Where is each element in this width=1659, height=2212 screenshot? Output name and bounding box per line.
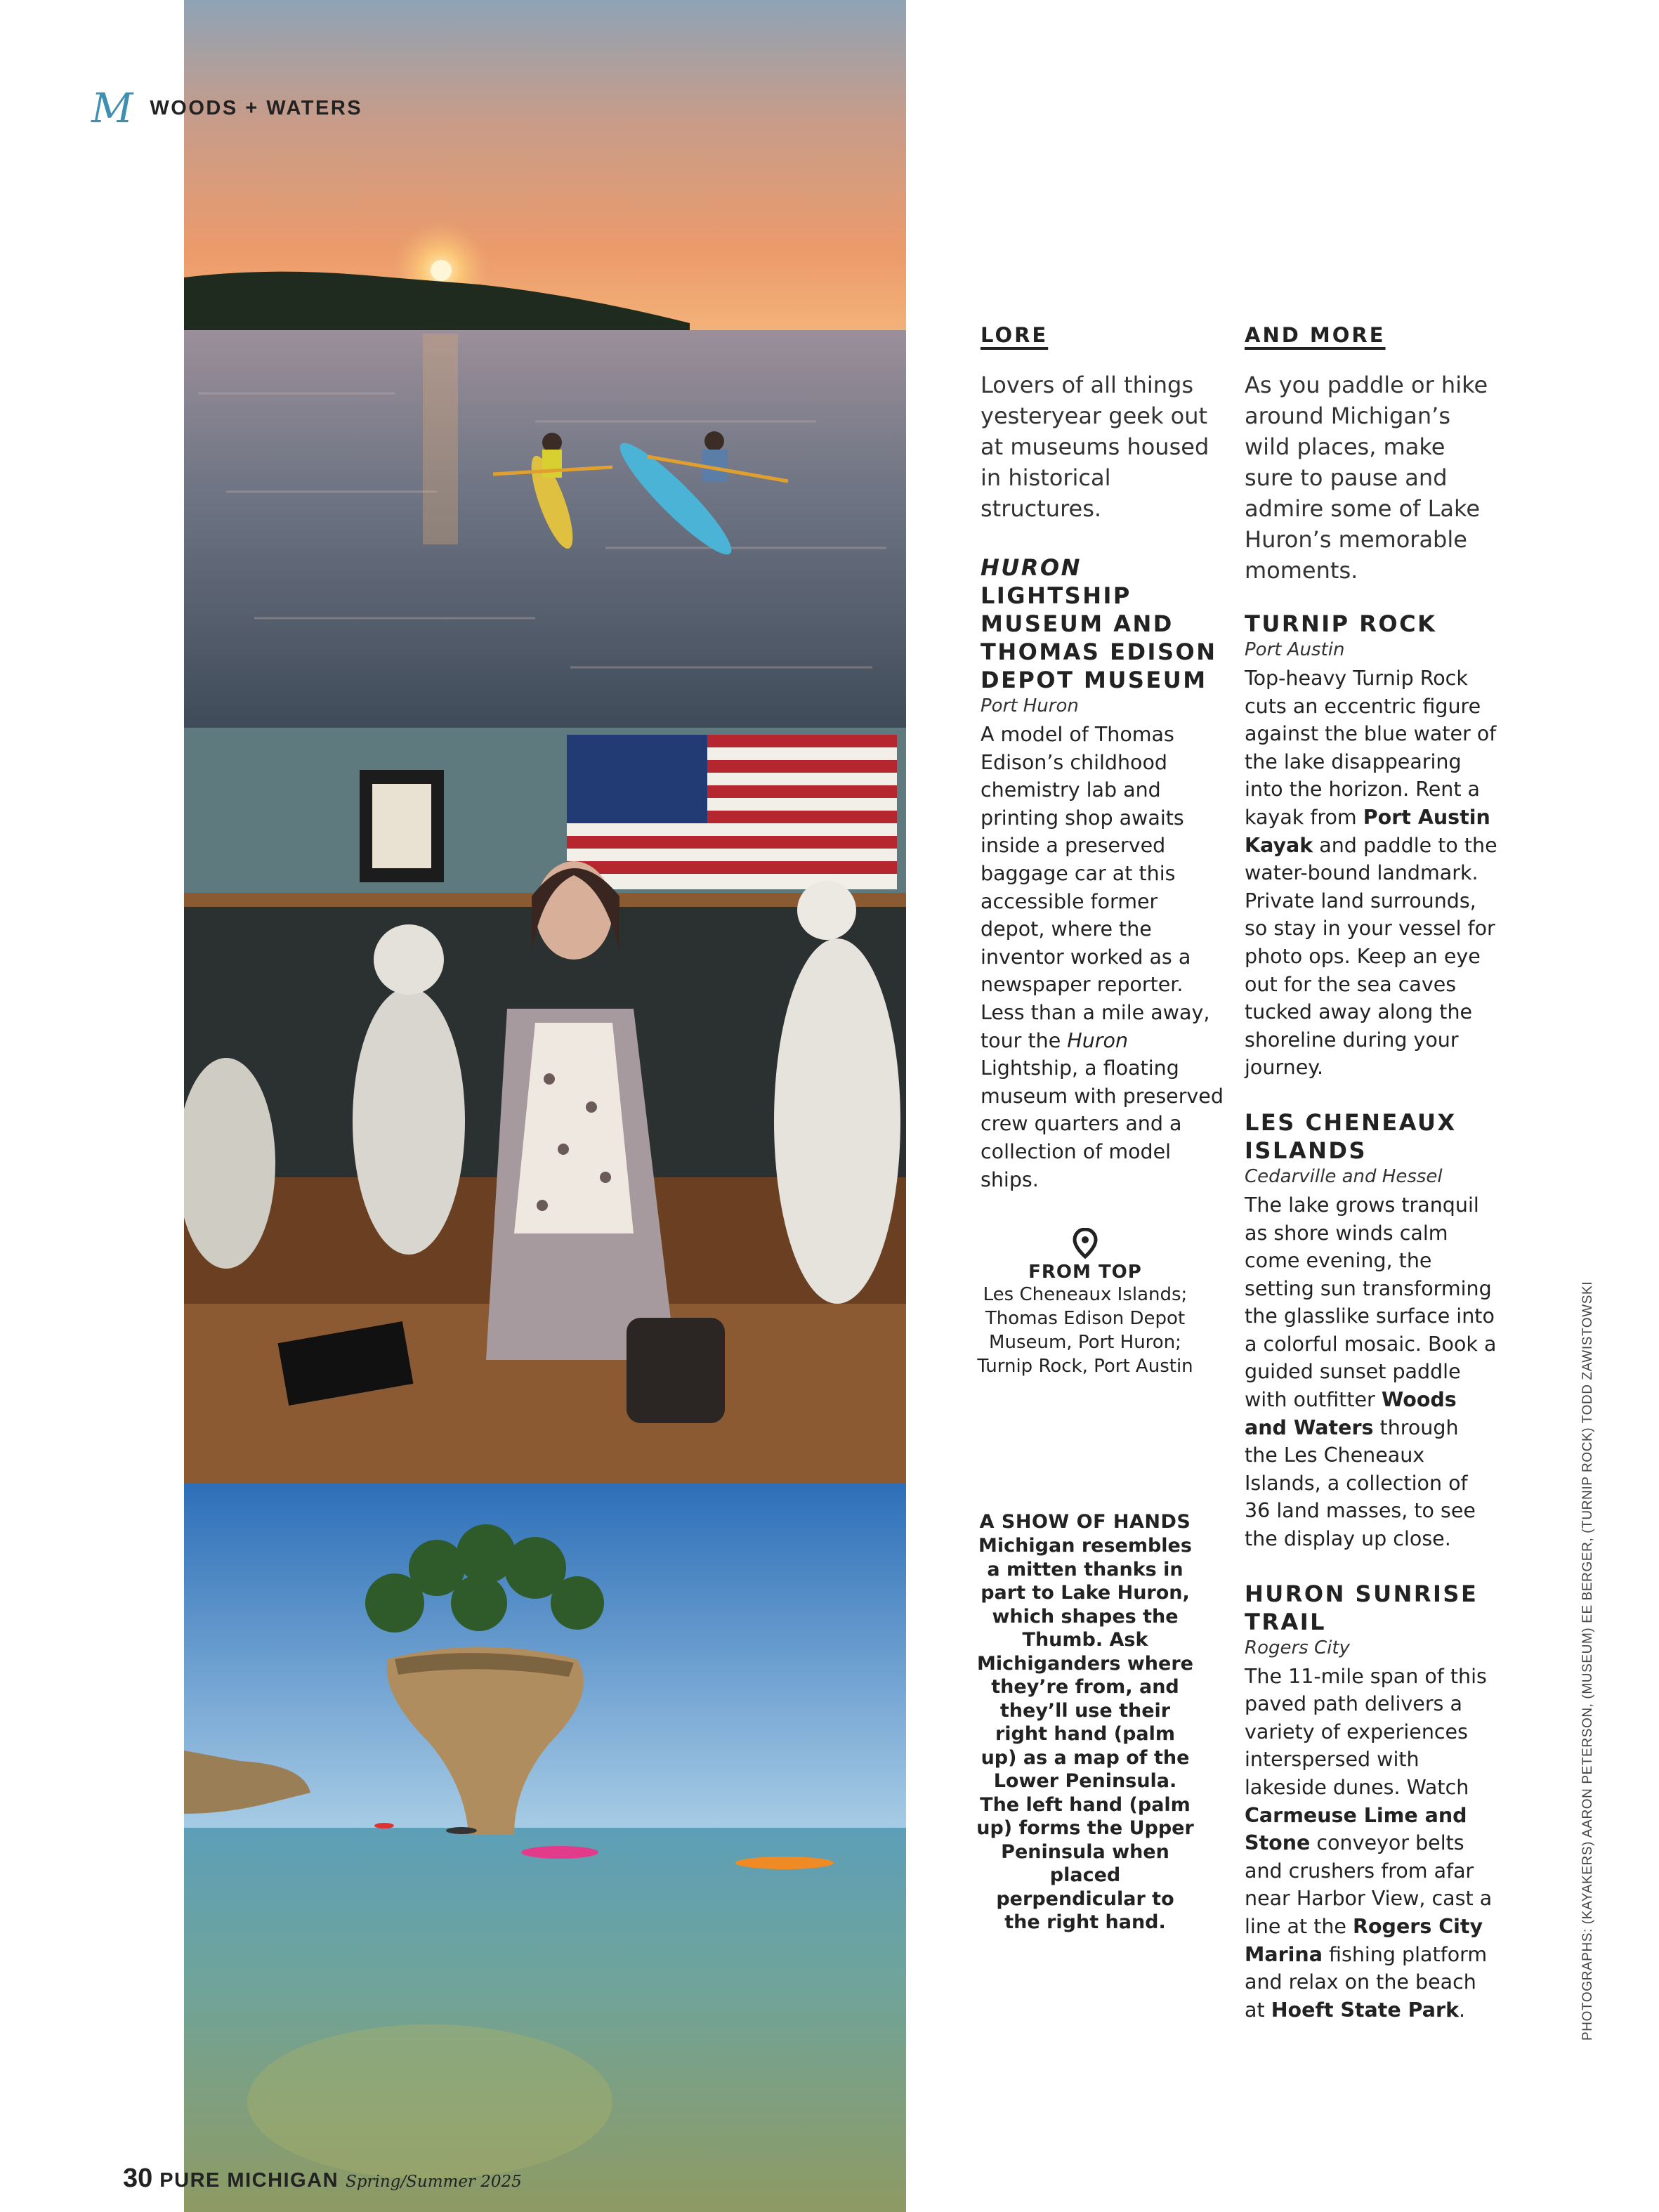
sunrise-body-bold: Carmeuse Lime and Stone bbox=[1245, 1803, 1467, 1855]
lore-heading-rest: LIGHTSHIP MUSEUM AND THOMAS EDISON DEPOT MUSEUM bbox=[981, 582, 1217, 693]
magazine-logo-mark: M bbox=[91, 84, 133, 132]
sunrise-body-bold: Rogers City Marina bbox=[1245, 1914, 1483, 1966]
photo-credit: PHOTOGRAPHS: (KAYAKERS) AARON PETERSON, (MUSEUM) EE BERGER, (TURNIP ROCK) TODD ZAWISTOWSKI bbox=[1580, 1281, 1595, 2041]
lore-kicker: LORE bbox=[981, 323, 1049, 347]
page-footer bbox=[123, 2164, 522, 2194]
lore-heading-italic: HURON bbox=[981, 554, 1082, 581]
cheneaux-body bbox=[1245, 1191, 1497, 1553]
turnip-body-part: and paddle to the water-bound landmark. Private land surrounds, so stay in your vessel for photo ops. Keep an eye out for the sea caves tucked away along the shoreline during your journey. bbox=[1245, 833, 1497, 1080]
turnip-body-part: Top-heavy Turnip Rock cuts an eccentric figure against the blue water of the lake disappearing into the horizon. Rent a kayak from bbox=[1245, 667, 1497, 829]
sunrise-trail-body bbox=[1245, 1663, 1497, 2024]
sidebar-body: Michigan resembles a mitten thanks in part to Lake Huron, which shapes the Thumb. Ask Michiganders where they’re from, and they’ll use their right hand (palm up) as a map of the Lower Peninsula. The left hand (palm up) forms the Upper Peninsula when placed perpendicular to the right hand. bbox=[976, 1535, 1194, 1933]
section-title: WOODS + WATERS bbox=[150, 96, 363, 119]
sunrise-trail-location: Rogers City bbox=[1245, 1637, 1350, 1658]
turnip-rock-location: Port Austin bbox=[1245, 639, 1345, 660]
lore-body bbox=[981, 721, 1225, 1193]
sunrise-body-part: The 11-mile span of this paved path delivers a variety of experiences interspersed with lakeside dunes. Watch bbox=[1245, 1664, 1487, 1799]
more-column bbox=[1245, 323, 1497, 2024]
turnip-rock-heading: TURNIP ROCK bbox=[1245, 610, 1437, 637]
sidebar-title: A SHOW OF HANDS bbox=[979, 1511, 1191, 1533]
cheneaux-body-bold: Woods and Waters bbox=[1245, 1388, 1457, 1439]
photo-edison-depot-museum bbox=[184, 728, 906, 1484]
cheneaux-location: Cedarville and Hessel bbox=[1245, 1165, 1443, 1187]
sunrise-body-part: . bbox=[1459, 1998, 1466, 2022]
lore-column bbox=[981, 323, 1225, 1193]
issue-date: Spring/Summer 2025 bbox=[346, 2173, 522, 2191]
sidebar-show-of-hands bbox=[976, 1510, 1194, 1935]
sunrise-body-bold: Hoeft State Park bbox=[1271, 1998, 1460, 2022]
sunrise-body-part: conveyor belts and crushers from afar near Harbor View, cast a line at the bbox=[1245, 1831, 1493, 1938]
magazine-name: PURE MICHIGAN bbox=[159, 2169, 339, 2192]
lore-body-part: A model of Thomas Edison’s childhood chemistry lab and printing shop awaits inside a preserved baggage car at this accessible former depot, where the inventor worked as a newspaper reporter. Less than a mile away, tour the bbox=[981, 723, 1210, 1052]
map-pin-icon bbox=[976, 1228, 1194, 1262]
lore-body-italic: Huron bbox=[1067, 1028, 1129, 1052]
lore-body-part: Lightship, a floating museum with preserved crew quarters and a collection of model ships. bbox=[981, 1056, 1224, 1191]
cheneaux-heading: LES CHENEAUX ISLANDS bbox=[1245, 1108, 1457, 1164]
page-number: 30 bbox=[123, 2164, 153, 2193]
photo-turnip-rock bbox=[184, 1484, 906, 2212]
lore-location: Port Huron bbox=[981, 695, 1079, 716]
caption-title: FROM TOP bbox=[1028, 1262, 1142, 1283]
cheneaux-body-part: through the Les Cheneaux Islands, a collection of 36 land masses, to see the display up close. bbox=[1245, 1415, 1476, 1551]
more-kicker: AND MORE bbox=[1245, 323, 1386, 347]
cheneaux-body-part: The lake grows tranquil as shore winds calm come evening, the setting sun transforming the glasslike surface into a colorful mosaic. Book a guided sunset paddle with outfitter bbox=[1245, 1193, 1497, 1412]
turnip-body-bold: Port Austin Kayak bbox=[1245, 805, 1490, 857]
sunrise-body-part: fishing platform and relax on the beach at bbox=[1245, 1942, 1488, 2022]
caption-body: Les Cheneaux Islands; Thomas Edison Depot Museum, Port Huron; Turnip Rock, Port Austin bbox=[977, 1284, 1193, 1377]
lore-heading bbox=[981, 554, 1225, 694]
lore-intro: Lovers of all things yesteryear geek out at museums housed in historical structures. bbox=[981, 372, 1209, 522]
photo-caption bbox=[976, 1228, 1194, 1378]
sunrise-trail-heading: HURON SUNRISE TRAIL bbox=[1245, 1580, 1478, 1635]
turnip-rock-body bbox=[1245, 665, 1497, 1082]
section-header bbox=[91, 84, 363, 132]
more-intro: As you paddle or hike around Michigan’s wild places, make sure to pause and admire some of Lake Huron’s memorable moments. bbox=[1245, 372, 1488, 584]
